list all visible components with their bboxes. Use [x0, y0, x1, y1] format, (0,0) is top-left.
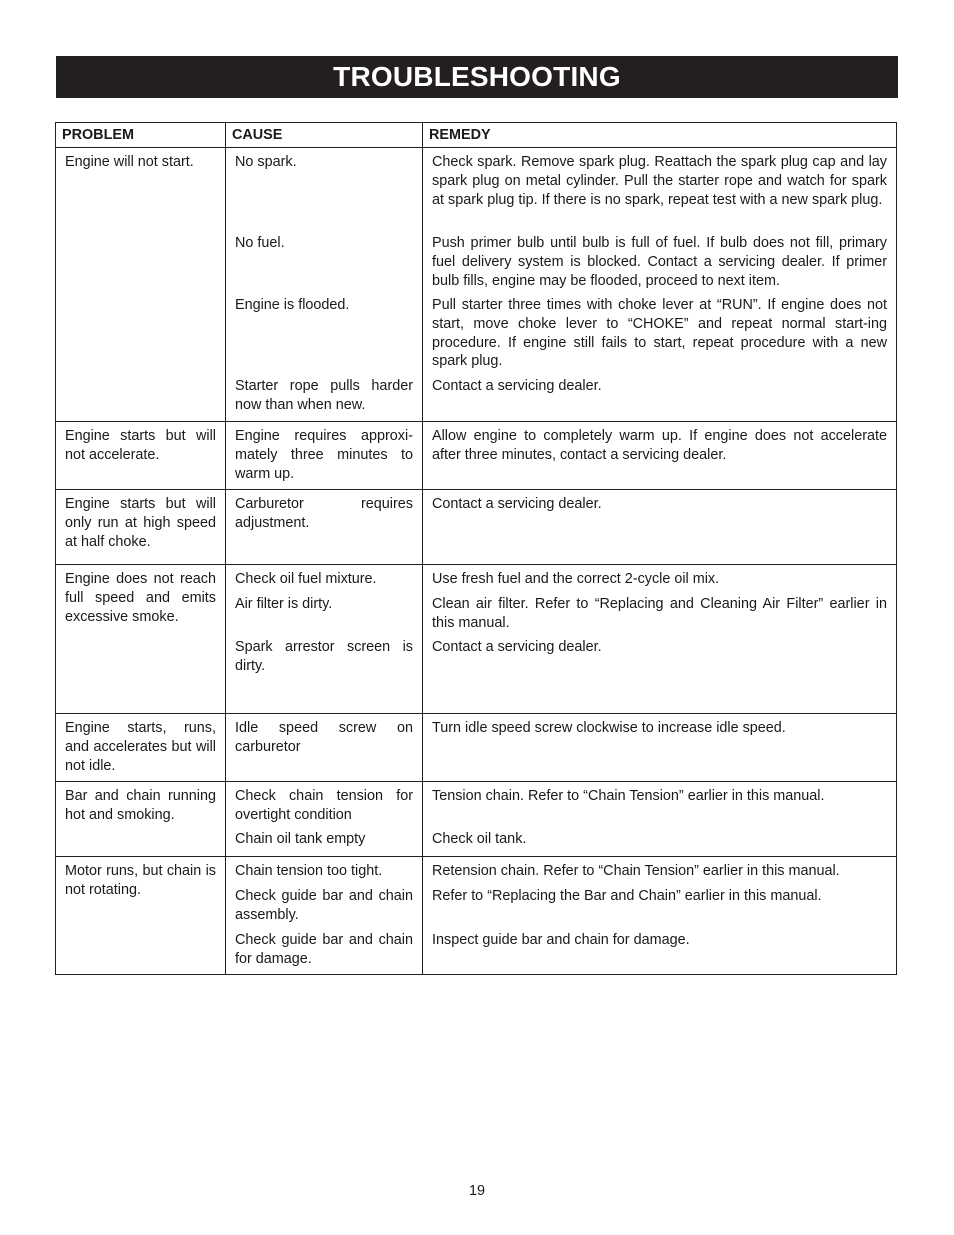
- cause-entry: Check guide bar and chain for damage.: [235, 932, 413, 967]
- cause-entry: No spark.: [235, 154, 297, 170]
- cause-cell: [226, 490, 423, 565]
- remedy-cell: [423, 422, 897, 490]
- remedy-cell: [423, 714, 897, 782]
- cause-entry: Engine is flooded.: [235, 297, 350, 313]
- cause-entry: Check guide bar and chain assembly.: [235, 888, 413, 923]
- remedy-entry: Push primer bulb until bulb is full of fuel. If bulb does not fill, primary fuel delivery system is blocked. Contact a servicing dealer. If primer bulb fills, engine may be flooded, proceed to next item.: [432, 235, 887, 289]
- remedy-entry: Inspect guide bar and chain for damage.: [432, 932, 690, 948]
- remedy-entry: Pull starter three times with choke lever at “RUN”. If engine does not start, move choke lever to “CHOKE” and repeat normal start-ing procedure. If engine still fails to start, repeat procedure with a new spark plug.: [432, 297, 887, 370]
- cause-cell: [226, 782, 423, 857]
- cause-entry: Chain oil tank empty: [235, 831, 366, 847]
- page-title: TROUBLESHOOTING: [56, 56, 898, 98]
- page-number: 19: [468, 1183, 485, 1199]
- remedy-entry: Contact a servicing dealer.: [432, 496, 602, 512]
- cause-entry: Air filter is dirty.: [235, 596, 333, 612]
- remedy-cell: [423, 490, 897, 565]
- cause-entry: Starter rope pulls harder now than when new.: [235, 378, 413, 413]
- cause-entry: Engine requires approxi-mately three minutes to warm up.: [235, 428, 413, 482]
- table-row: [56, 148, 897, 422]
- remedy-entry: Contact a servicing dealer.: [432, 639, 602, 655]
- remedy-entry: Retension chain. Refer to “Chain Tension” earlier in this manual.: [432, 863, 840, 879]
- cause-entry: Idle speed screw on carburetor: [235, 720, 413, 755]
- table-row: [56, 565, 897, 714]
- cause-entry: Carburetor requires adjustment.: [235, 496, 413, 531]
- problem-cell: Engine starts but will not accelerate.: [56, 422, 226, 490]
- cause-entry: Check chain tension for overtight condition: [235, 788, 413, 823]
- remedy-entry: Contact a servicing dealer.: [432, 378, 602, 394]
- cause-entry: No fuel.: [235, 235, 285, 251]
- cause-entry: Check oil fuel mixture.: [235, 571, 377, 587]
- cause-entry: Spark arrestor screen is dirty.: [235, 639, 413, 674]
- problem-cell: Engine starts but will only run at high speed at half choke.: [56, 490, 226, 565]
- cause-cell: [226, 565, 423, 714]
- header-remedy: REMEDY: [423, 123, 897, 148]
- remedy-cell: [423, 782, 897, 857]
- table-header-row: [56, 123, 897, 148]
- table-row: [56, 714, 897, 782]
- remedy-cell: [423, 857, 897, 975]
- header-problem: PROBLEM: [56, 123, 226, 148]
- cause-cell: [226, 422, 423, 490]
- remedy-entry: Check oil tank.: [432, 831, 527, 847]
- remedy-entry: Turn idle speed screw clockwise to increase idle speed.: [432, 720, 786, 736]
- cause-cell: [226, 148, 423, 422]
- cause-entry: Chain tension too tight.: [235, 863, 383, 879]
- remedy-entry: Check spark. Remove spark plug. Reattach the spark plug cap and lay spark plug on metal cylinder. Pull the starter rope and watch for spark at spark plug tip. If there is no spark, repeat test with a new spark plug.: [432, 154, 887, 208]
- table-row: [56, 422, 897, 490]
- remedy-cell: [423, 565, 897, 714]
- remedy-entry: Use fresh fuel and the correct 2-cycle oil mix.: [432, 571, 720, 587]
- problem-cell: Motor runs, but chain is not rotating.: [56, 857, 226, 975]
- remedy-entry: Tension chain. Refer to “Chain Tension” earlier in this manual.: [432, 788, 825, 804]
- problem-cell: Engine will not start.: [56, 148, 226, 422]
- problem-cell: Engine starts, runs, and accelerates but will not idle.: [56, 714, 226, 782]
- remedy-entry: Allow engine to completely warm up. If engine does not accelerate after three minutes, contact a servicing dealer.: [432, 428, 887, 463]
- remedy-entry: Refer to “Replacing the Bar and Chain” earlier in this manual.: [432, 888, 822, 904]
- cause-cell: [226, 857, 423, 975]
- troubleshooting-table: [55, 122, 897, 975]
- table-row: [56, 490, 897, 565]
- problem-cell: Bar and chain running hot and smoking.: [56, 782, 226, 857]
- cause-cell: [226, 714, 423, 782]
- table-row: [56, 782, 897, 857]
- remedy-entry: Clean air filter. Refer to “Replacing and Cleaning Air Filter” earlier in this manual.: [432, 596, 887, 631]
- table-row: [56, 857, 897, 975]
- header-cause: CAUSE: [226, 123, 423, 148]
- remedy-cell: [423, 148, 897, 422]
- problem-cell: Engine does not reach full speed and emits excessive smoke.: [56, 565, 226, 714]
